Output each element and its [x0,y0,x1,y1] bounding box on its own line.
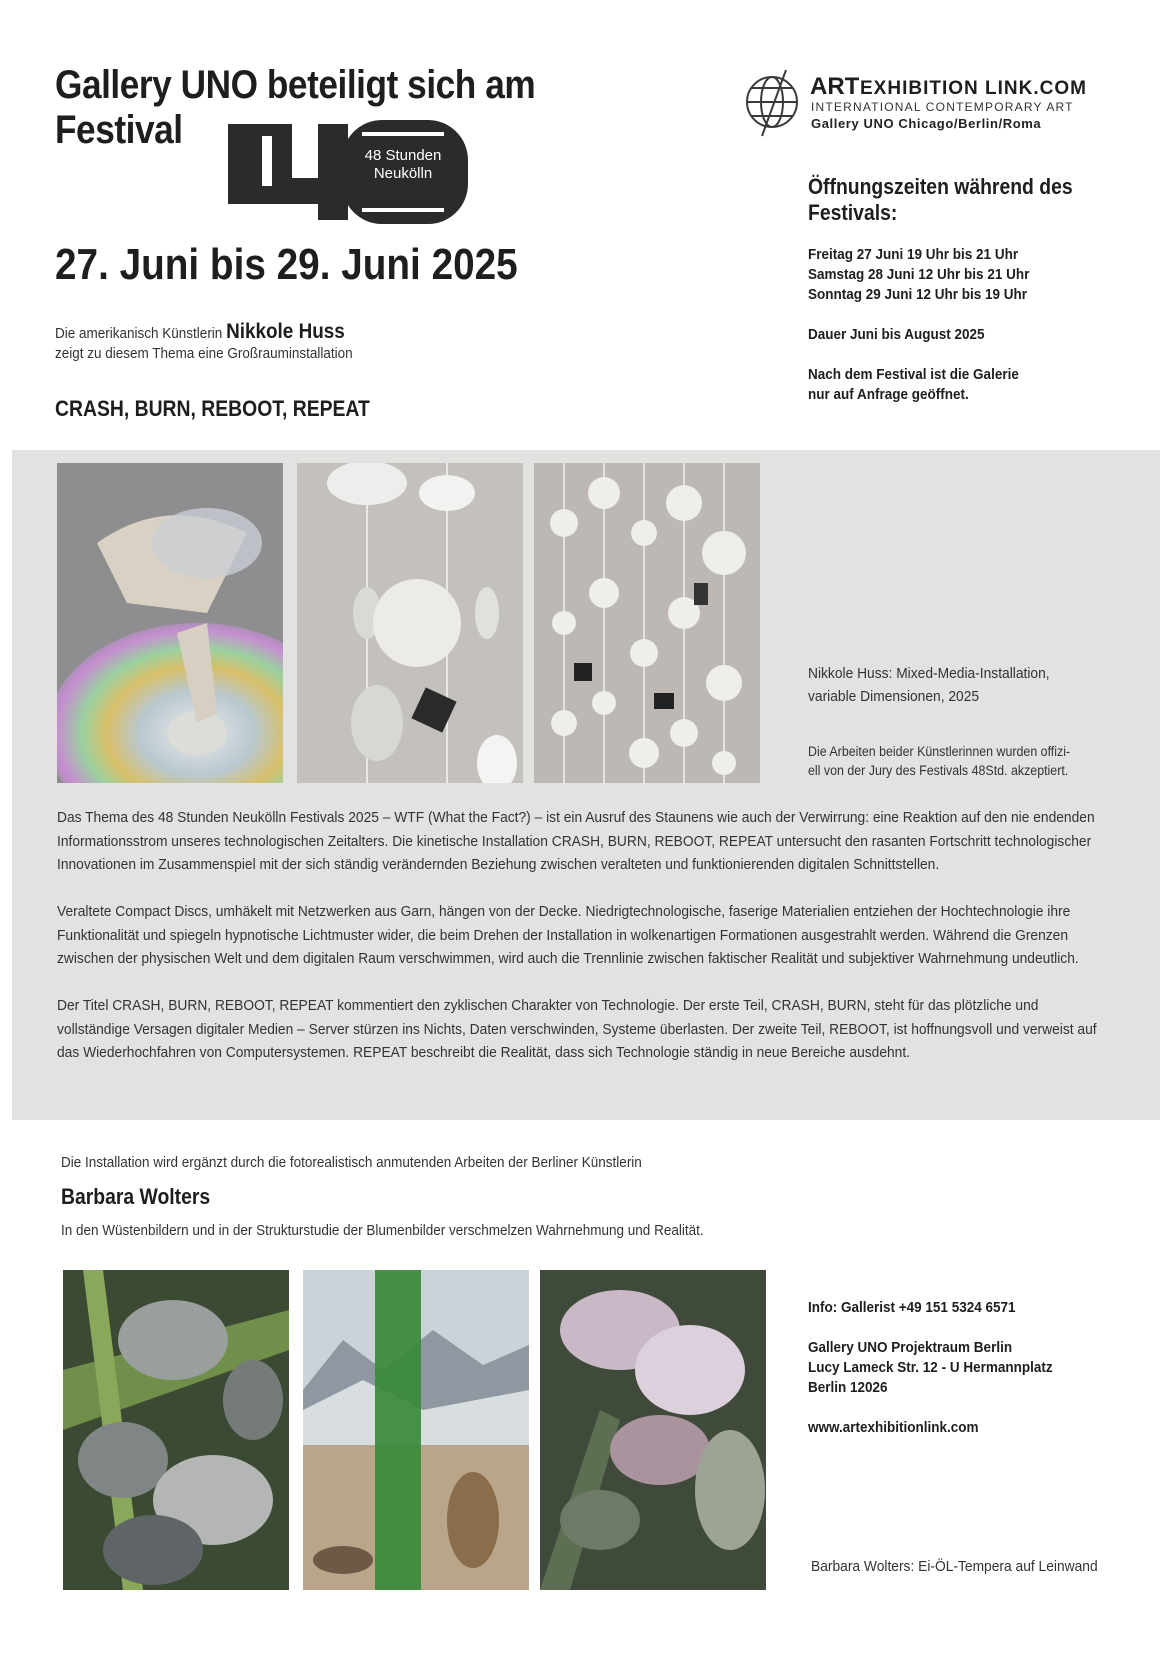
caption-line-2: variable Dimensionen, 2025 [808,688,980,705]
second-artist-name: Barbara Wolters [61,1184,211,1209]
body-paragraph: Veraltete Compact Discs, umhäkelt mit Netzwerken aus Garn, hängen von der Decke. Niedrigtechnologische, faserige Materialien entziehen der Hochtechnologie ihre Funktionalität und spiegeln hypnotische Lichtmuster wider, die beim Drehen der Installation in wolkenartigen Formationen ausgestrahlt werden. Während die Grenzen zwischen der physischen Welt und dem digitalen Raum verschwimmen, wird auch die Trennlinie zwischen faktischer Realität und subjektiver Wahrnehmung undeutlich. [57,903,1079,967]
body-paragraph: Der Titel CRASH, BURN, REBOOT, REPEAT kommentiert den zyklischen Charakter von Technologie. Der erste Teil, CRASH, BURN, steht für das plötzliche und vollständige Versagen digitaler Medien – Server stürzen ins Nichts, Daten verschwinden, Systeme überlasten. Der zweite Teil, REBOOT, ist hoffnungsvoll und verweist auf das Wiederhochfahren von Computersystemen. REPEAT beschreibt die Realität, dass sich Technologie ständig in neue Bereiche ausdehnt. [57,997,1097,1061]
brand-galleries: Gallery UNO Chicago/Berlin/Roma [811,116,1042,131]
duration: Dauer Juni bis August 2025 [808,326,985,343]
brand-tagline: INTERNATIONAL CONTEMPORARY ART [811,100,1074,114]
jury-line-2: ell von der Jury des Festivals 48Std. akzeptiert. [808,763,1069,778]
logo-digit-4 [228,124,348,220]
intro-prefix: Die amerikanisch Künstlerin [55,325,223,342]
contact-venue: Gallery UNO Projektraum Berlin [808,1339,1013,1356]
installation-photo-cd-closeup [57,463,283,783]
installation-photo-hanging-discs [297,463,523,783]
festival-48-logo [222,118,472,226]
hours-line: Sonntag 29 Juni 12 Uhr bis 19 Uhr [808,286,1028,303]
second-artist-intro: Die Installation wird ergänzt durch die fotorealistisch anmutenden Arbeiten der Berliner Künstlerin [61,1154,642,1171]
opening-hours [808,245,1114,405]
contact-website[interactable]: www.artexhibitionlink.com [808,1419,979,1436]
artist-name: Nikkole Huss [226,320,345,343]
brand-name-rest: EXHIBITION LINK.COM [860,78,1087,99]
logo-line-1: 48 Stunden [364,147,442,164]
globe-icon [747,70,797,136]
installation-caption [808,662,1121,708]
jury-line-1: Die Arbeiten beider Künstlerinnen wurden offizi- [808,744,1071,759]
intro-suffix: zeigt zu diesem Thema eine Großrauminstallation [55,345,353,362]
painting-magnolia-blossoms [540,1270,766,1590]
body-paragraph: Das Thema des 48 Stunden Neukölln Festivals 2025 – WTF (What the Fact?) – ist ein Ausruf des Staunens wie auch der Verwirrung: eine Reaktion auf den nie endenden Informationsstrom unseres technologischen Zeitalters. Die kinetische Installation CRASH, BURN, REBOOT, REPEAT untersucht den rasanten Fortschritt technologischer Innovationen im Zusammenspiel mit der sich ständig verändernden Beziehung zwischen veralteten und funktionierenden digitalen Schnittstellen. [57,809,1095,873]
painting-desert-landscape [303,1270,529,1590]
brand-name-big: ART [810,73,860,100]
after-festival-line-2: nur auf Anfrage geöffnet. [808,386,969,403]
installation-description [57,806,1115,1088]
logo-line-2: Neukölln [373,165,433,182]
contact-street: Lucy Lameck Str. 12 - U Hermannplatz [808,1359,1053,1376]
after-festival-line-1: Nach dem Festival ist die Galerie [808,366,1019,383]
hours-line: Samstag 28 Juni 12 Uhr bis 21 Uhr [808,266,1030,283]
artist-intro [55,322,353,364]
caption-line-1: Nikkole Huss: Mixed-Media-Installation, [808,665,1050,682]
contact-city: Berlin 12026 [808,1379,888,1396]
festival-dates: 27. Juni bis 29. Juni 2025 [55,240,518,289]
page-title: Gallery UNO beteiligt sich am Festival [55,63,536,152]
opening-hours-heading: Öffnungszeiten während des Festivals: [808,174,1073,225]
painting-iris-flowers [63,1270,289,1590]
contact-info [808,1298,1114,1438]
jury-note [808,742,1112,780]
second-artist-description: In den Wüstenbildern und in der Strukturstudie der Blumenbilder verschmelzen Wahrnehmung und Realität. [61,1222,704,1239]
installation-photo-disc-strands [534,463,760,783]
paintings-caption: Barbara Wolters: Ei-ÖL-Tempera auf Leinwand [811,1558,1098,1575]
installation-title: CRASH, BURN, REBOOT, REPEAT [55,396,370,421]
brand-logo [742,68,1122,138]
contact-phone: Info: Gallerist +49 151 5324 6571 [808,1299,1016,1316]
hours-line: Freitag 27 Juni 19 Uhr bis 21 Uhr [808,246,1019,263]
